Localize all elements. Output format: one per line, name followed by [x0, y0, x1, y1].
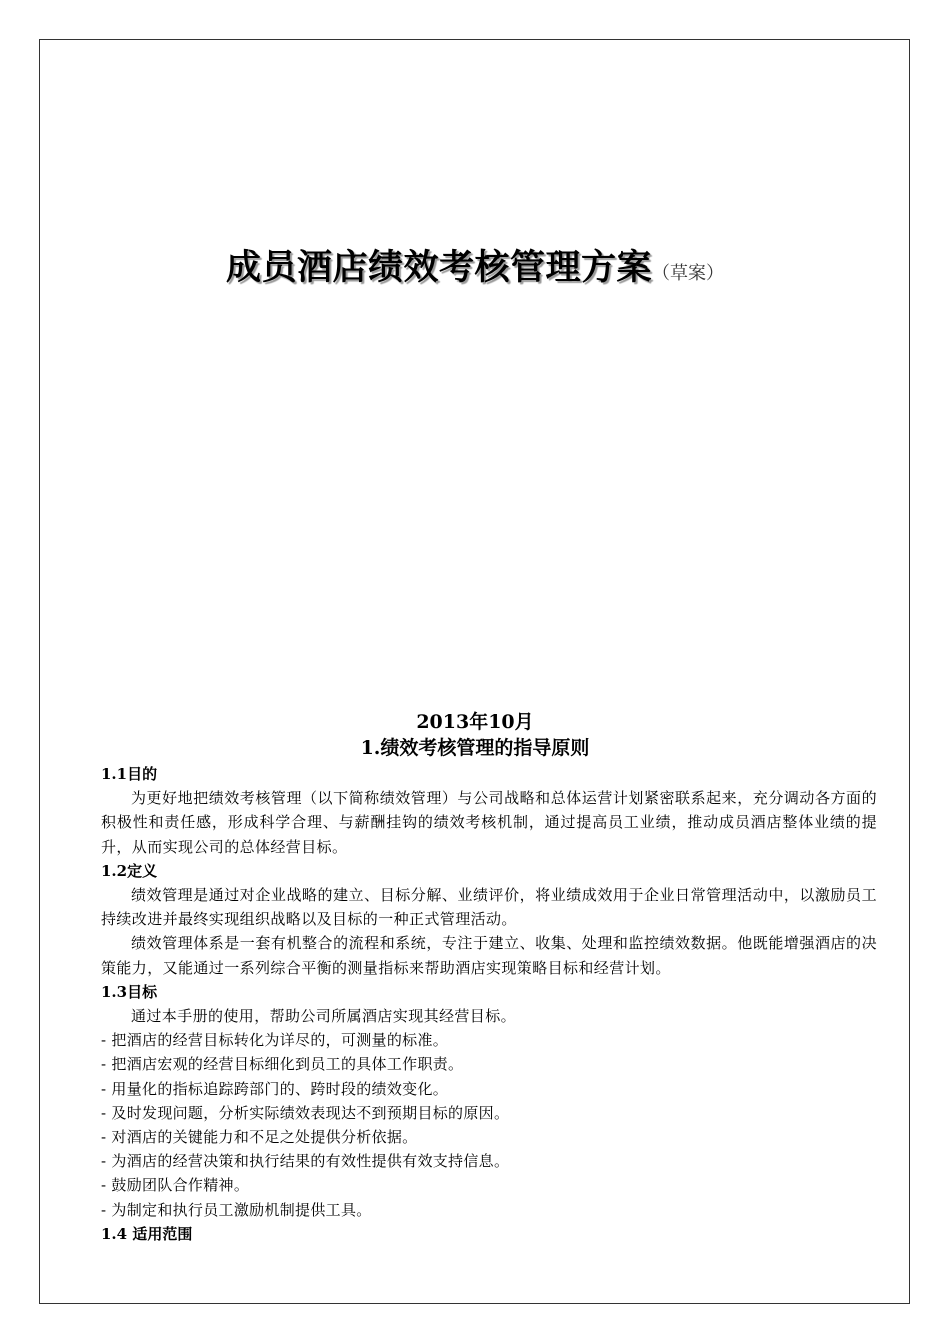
section-heading-1: 1.绩效考核管理的指导原则 [360, 737, 590, 759]
subsection-heading-1-1: 1.1目的 [101, 765, 158, 783]
document-title-main: 成员酒店绩效考核管理方案 [225, 248, 652, 288]
document-title [0, 240, 950, 290]
list-item: - 把酒店的经营目标转化为详尽的，可测量的标准。 [101, 1031, 449, 1050]
list-item: - 及时发现问题，分析实际绩效表现达不到预期目标的原因。 [101, 1103, 510, 1122]
subsection-heading-1-2: 1.2定义 [101, 861, 158, 880]
paragraph: 通过本手册的使用，帮助公司所属酒店实现其经营目标。 [131, 1007, 517, 1026]
paragraph: 绩效管理体系是一套有机整合的流程和系统，专注于建立、收集、处理和监控绩效数据。他既能增强酒店的决策能力，又能通过一系列综合平衡的测量指标来帮助酒店实现策略目标和经营计划。 [101, 934, 877, 977]
document-date: 2013年10月 [416, 711, 534, 733]
list-item: - 对酒店的关键能力和不足之处提供分析依据。 [101, 1128, 418, 1147]
subsection-heading-1-3: 1.3目标 [101, 982, 158, 1001]
paragraph: 绩效管理是通过对企业战略的建立、目标分解、业绩评价，将业绩成效用于企业日常管理活动中，以激励员工持续改进并最终实现组织战略以及目标的一种正式管理活动。 [101, 886, 877, 929]
list-item: - 为制定和执行员工激励机制提供工具。 [101, 1200, 372, 1219]
paragraph: 为更好地把绩效考核管理（以下简称绩效管理）与公司战略和总体运营计划紧密联系起来，充分调动各方面的积极性和责任感，形成科学合理、与薪酬挂钩的绩效考核机制，通过提高员工业绩，推动成员酒店整体业绩的提升，从而实现公司的总体经营目标。 [101, 789, 877, 856]
document-body [101, 762, 877, 1246]
list-item: - 为酒店的经营决策和执行结果的有效性提供有效支持信息。 [101, 1152, 510, 1171]
subsection-heading-1-4: 1.4 适用范围 [101, 1224, 193, 1243]
list-item: - 把酒店宏观的经营目标细化到员工的具体工作职责。 [101, 1055, 464, 1074]
list-item: - 鼓励团队合作精神。 [101, 1176, 250, 1195]
document-title-suffix: （草案） [652, 263, 724, 284]
list-item: - 用量化的指标追踪跨部门的、跨时段的绩效变化。 [101, 1079, 449, 1098]
